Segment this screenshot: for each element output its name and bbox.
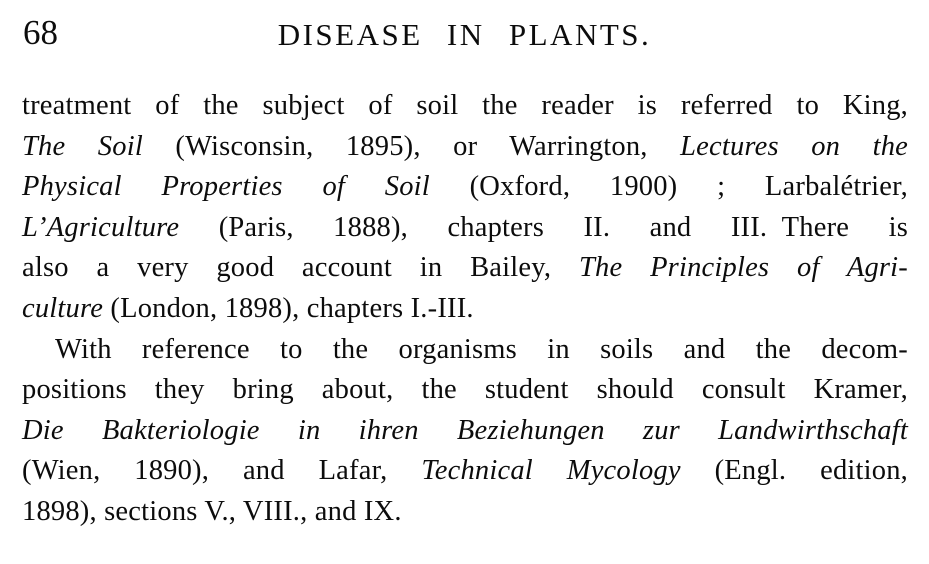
text-line	[22, 167, 908, 208]
text-segment: also a very good account in Bailey,	[22, 252, 579, 284]
running-head	[0, 0, 929, 60]
text-segment: (London, 1898), chapters I.-III.	[110, 292, 474, 324]
italic-text-segment: L’Agriculture	[22, 211, 219, 243]
text-segment: (Engl. edition,	[714, 455, 908, 487]
text-segment: (Oxford, 1900) ; Larbalétrier,	[469, 171, 908, 203]
text-segment: 1898), sections V., VIII., and IX.	[22, 495, 402, 527]
text-line	[22, 248, 908, 289]
text-segment: (Paris, 1888), chapters II. and III. There is	[218, 211, 908, 243]
text-line	[22, 208, 908, 249]
text-line	[22, 330, 908, 371]
italic-text-segment: culture	[22, 292, 111, 324]
italic-text-segment: The Soil	[22, 130, 176, 162]
italic-text-segment: Technical Mycology	[421, 455, 715, 487]
text-line	[22, 370, 908, 411]
page-number: 68	[23, 13, 58, 52]
body-text	[22, 86, 908, 533]
italic-text-segment: Lectures on the	[680, 130, 908, 162]
text-line	[22, 492, 908, 533]
text-segment: positions they bring about, the student should consult Kramer,	[22, 374, 908, 406]
italic-text-segment: Die Bakteriologie in ihren Beziehungen zur Landwirthschaft	[22, 414, 908, 446]
text-segment: (Wien, 1890), and Lafar,	[22, 455, 422, 487]
text-line	[22, 127, 908, 168]
text-segment: (Wisconsin, 1895), or Warrington,	[175, 130, 681, 162]
text-line	[22, 411, 908, 452]
text-segment: treatment of the subject of soil the reader is referred to King,	[22, 90, 908, 121]
italic-text-segment: Physical Properties of Soil	[22, 171, 470, 203]
italic-text-segment: The Principles of Agri-	[578, 252, 908, 284]
text-line	[22, 86, 908, 127]
running-title: DISEASE IN PLANTS.	[277, 17, 652, 52]
text-line	[22, 289, 908, 330]
text-line	[22, 451, 908, 492]
text-segment: With reference to the organisms in soils and the decom-	[55, 333, 908, 365]
